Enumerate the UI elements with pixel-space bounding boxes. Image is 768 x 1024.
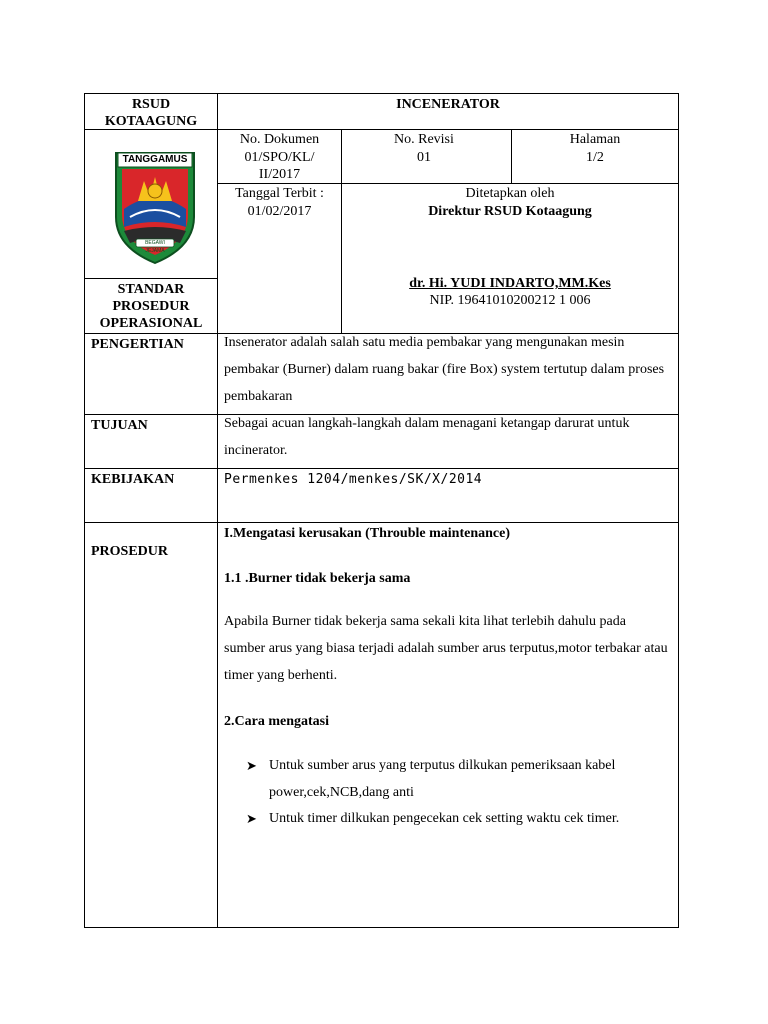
doc-number-line2: II/2017 [258,167,301,182]
sop-label-line1: STANDAR [117,282,185,297]
meta-row-divider [217,183,679,184]
regional-emblem-icon [110,147,200,265]
emblem-banner-text: TANGGAMUS [122,154,188,165]
prosedur-paragraph: Apabila Burner tidak bekerja sama sekali kita lihat terlebih dahulu pada sumber arus yang biasa terjadi adalah sumber arus terputus,motor terbakar atau timer yang berhenti. [224,614,668,683]
signer-name: dr. Hi. YUDI INDARTO,MM.Kes [409,276,611,291]
emblem-motto-text: BEGAWI JEJAMA [145,240,165,254]
signer-nip: NIP. 19641010200212 1 006 [429,293,591,308]
row-divider-prosedur [84,522,679,523]
document-title: INCENERATOR [396,97,500,112]
issue-date-value: 01/02/2017 [247,204,312,219]
table-border-bottom [84,927,679,928]
table-border-top [84,93,679,94]
revision-label: No. Revisi [394,132,454,147]
pengertian-label: PENGERTIAN [91,337,184,352]
tujuan-text: Sebagai acuan langkah-langkah dalam menagani ketangap darurat untuk incinerator. [224,416,630,458]
sop-label-line2: PROSEDUR [112,299,190,314]
doc-number-label: No. Dokumen [239,132,320,147]
prosedur-subheading-1: 1.1 .Burner tidak bekerja sama [224,571,411,586]
arrow-bullet-icon: ➤ [246,758,257,773]
bullet-text-2: Untuk timer dilkukan pengecekan cek setting waktu cek timer. [269,811,620,826]
header-row-divider [217,129,679,130]
bullet-text-1: Untuk sumber arus yang terputus dilkukan pemeriksaan kabel power,cek,NCB,dang anti [269,758,616,800]
logo-sop-divider [84,278,218,279]
pengertian-text: Insenerator adalah salah satu media pembakar yang mengunakan mesin pembakar (Burner) dalam ruang bakar (fire Box) system tertutup dalam proses pembakaran [224,335,665,404]
org-name-line1: RSUD [131,97,171,112]
page-value: 1/2 [586,150,604,165]
kebijakan-text: Permenkes 1204/menkes/SK/X/2014 [224,472,483,487]
org-name-line2: KOTAAGUNG [104,114,198,129]
arrow-bullet-icon: ➤ [246,811,257,826]
table-border-left [84,93,85,928]
issue-date-label: Tanggal Terbit : [235,186,324,201]
row-divider-kebijakan [84,468,679,469]
kebijakan-label: KEBIJAKAN [91,472,175,487]
sop-label-line3: OPERASIONAL [99,316,203,331]
set-by-title: Direktur RSUD Kotaagung [428,204,592,219]
prosedur-label: PROSEDUR [91,544,169,559]
revision-value: 01 [417,150,431,165]
page-label: Halaman [569,132,621,147]
tujuan-label: TUJUAN [91,418,148,433]
table-border-right [678,93,679,928]
bullet-list [224,752,670,842]
prosedur-subheading-2: 2.Cara mengatasi [224,714,329,729]
prosedur-heading: I.Mengatasi kerusakan (Throuble maintenance) [224,526,510,541]
doc-number-line1: 01/SPO/KL/ [244,150,315,165]
set-by-label: Ditetapkan oleh [465,186,555,201]
